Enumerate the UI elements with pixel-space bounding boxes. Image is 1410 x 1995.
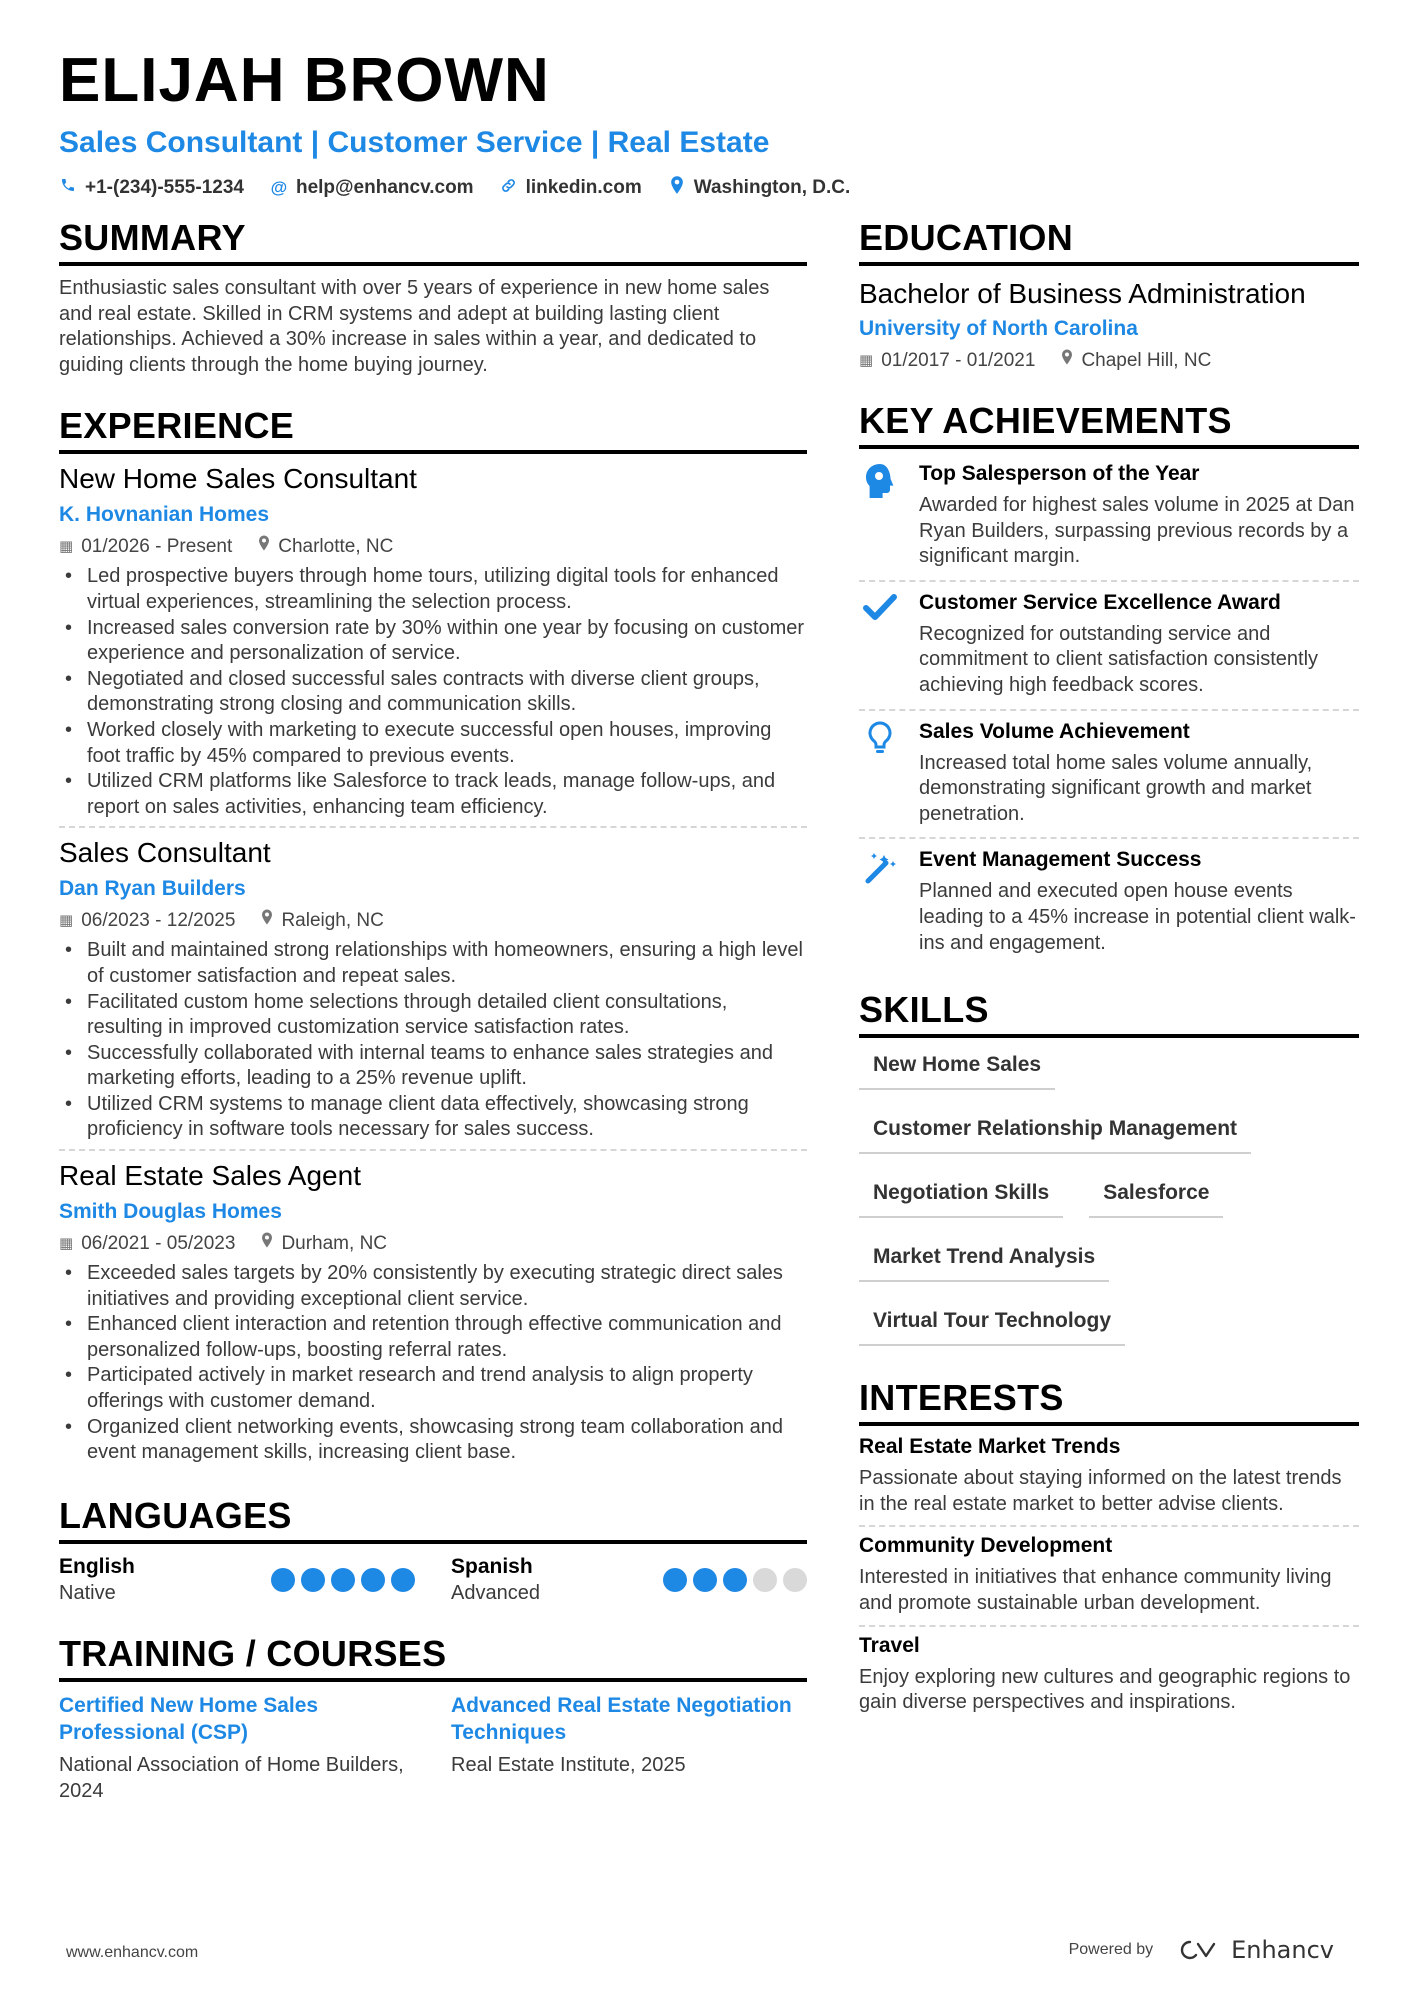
enhancv-logo[interactable] [1177, 1936, 1334, 1964]
company-name: Smith Douglas Homes [59, 1200, 282, 1224]
skills-heading: SKILLS [859, 988, 1359, 1038]
skill-tag: Market Trend Analysis [859, 1240, 1109, 1282]
left-column [59, 216, 807, 1830]
job-bullet: • Built and maintained strong relationships with homeowners, ensuring a high level of customer satisfaction and repeat sales. [59, 938, 807, 989]
skill-tag: Customer Relationship Management [859, 1112, 1251, 1154]
language-level: Advanced [451, 1581, 540, 1604]
language-rating [663, 1568, 807, 1592]
achievement-desc: Recognized for outstanding service and commitment to client satisfaction consistently achieving high feedback scores. [919, 622, 1319, 696]
contact-bar [59, 176, 1359, 199]
job-bullets [59, 1261, 807, 1466]
job-title: New Home Sales Consultant [59, 463, 417, 495]
achievement-item [859, 837, 1359, 966]
interests-heading: INTERESTS [859, 1376, 1359, 1426]
job-meta [59, 535, 807, 559]
skills-section [859, 988, 1359, 1346]
rating-dot-filled [723, 1568, 747, 1592]
job-bullet: • Utilized CRM platforms like Salesforce to track leads, manage follow-ups, and report on sales activities, enhancing team efficiency. [59, 769, 807, 820]
achievement-title: Top Salesperson of the Year [919, 462, 1200, 485]
rating-dot-filled [271, 1568, 295, 1592]
skill-tag: Virtual Tour Technology [859, 1304, 1125, 1346]
interests-section [859, 1376, 1359, 1724]
rating-dot-filled [693, 1568, 717, 1592]
location-pin-icon [258, 535, 270, 559]
summary-section [59, 216, 807, 378]
job-bullet: • Facilitated custom home selections through detailed client consultations, resulting in improved customization service satisfaction rates. [59, 990, 807, 1041]
contact-location [668, 176, 851, 199]
job-entry [59, 1149, 807, 1472]
job-entry [59, 462, 807, 826]
interest-title: Real Estate Market Trends [859, 1435, 1121, 1459]
languages-heading: LANGUAGES [59, 1494, 807, 1544]
interest-desc: Interested in initiatives that enhance community living and promote sustainable urban development. [859, 1566, 1332, 1614]
education-dates: 01/2017 - 01/2021 [881, 350, 1036, 371]
achievement-title: Customer Service Excellence Award [919, 590, 1281, 614]
rating-dot-filled [301, 1568, 325, 1592]
course-item [59, 1692, 415, 1804]
job-bullet: • Negotiated and closed successful sales contracts with diverse client groups, demonstrating strong closing and communication skills. [59, 667, 807, 718]
achievement-title: Sales Volume Achievement [919, 719, 1190, 743]
rating-dot-filled [391, 1568, 415, 1592]
footer-website[interactable]: www.enhancv.com [66, 1944, 199, 1961]
contact-linkedin[interactable] [500, 176, 642, 199]
language-name: English [59, 1554, 135, 1578]
achievement-desc: Increased total home sales volume annually, demonstrating significant growth and market penetration. [919, 751, 1313, 825]
achievement-item [859, 580, 1359, 709]
calendar-icon: ▦ [59, 1235, 74, 1253]
job-bullets [59, 938, 807, 1143]
lightbulb-icon [859, 719, 901, 828]
rating-dot-filled [361, 1568, 385, 1592]
location-pin-icon [261, 1232, 273, 1256]
right-column [859, 216, 1359, 1750]
courses-section [59, 1632, 807, 1804]
calendar-icon: ▦ [59, 912, 74, 930]
achievement-title: Event Management Success [919, 848, 1202, 872]
skill-list [859, 1048, 1359, 1346]
footer-branding [1069, 1936, 1334, 1964]
calendar-icon: ▦ [859, 352, 874, 369]
language-item [451, 1554, 807, 1606]
job-bullet: • Organized client networking events, showcasing strong team collaboration and event management skills, increasing client base. [59, 1415, 807, 1466]
location-text: Washington, D.C. [693, 176, 851, 198]
resume-header [59, 44, 1359, 199]
skill-tag: New Home Sales [859, 1048, 1055, 1090]
job-bullets [59, 564, 807, 820]
achievement-desc: Planned and executed open house events leading to a 45% increase in potential client walk-ins and engagement. [919, 880, 1356, 954]
job-bullet: • Enhanced client interaction and retention through effective communication and personalized follow-ups, boosting referral rates. [59, 1312, 807, 1363]
job-title: Real Estate Sales Agent [59, 1160, 361, 1192]
job-meta [59, 909, 807, 933]
powered-by-label: Powered by [1068, 1941, 1154, 1958]
course-title: Certified New Home Sales Professional (CSP) [59, 1693, 319, 1744]
interest-desc: Enjoy exploring new cultures and geographic regions to gain diverse perspectives and inspirations. [859, 1665, 1351, 1714]
job-bullet: • Exceeded sales targets by 20% consistently by executing strategic direct sales initiatives and providing exceptional client service. [59, 1261, 807, 1312]
course-provider: Real Estate Institute, 2025 [451, 1753, 686, 1776]
job-meta [59, 1232, 807, 1256]
achievement-desc: Awarded for highest sales volume in 2025 at Dan Ryan Builders, surpassing previous records by a significant margin. [919, 494, 1355, 568]
brand-name: Enhancv [1231, 1936, 1334, 1964]
email-text: help@enhancv.com [295, 176, 474, 198]
language-list [59, 1554, 807, 1606]
checkmark-icon [859, 590, 901, 699]
languages-section [59, 1494, 807, 1606]
location-pin-icon [1061, 349, 1073, 373]
company-name: K. Hovnanian Homes [59, 503, 270, 527]
achievements-heading: KEY ACHIEVEMENTS [859, 399, 1359, 449]
interest-title: Travel [859, 1633, 920, 1657]
education-location: Chapel Hill, NC [1081, 350, 1212, 371]
school-name: University of North Carolina [859, 317, 1138, 340]
language-name: Spanish [451, 1554, 533, 1578]
job-dates: 06/2021 - 05/2023 [81, 1233, 236, 1255]
magic-wand-icon [859, 847, 901, 956]
interest-item [859, 1625, 1359, 1724]
candidate-headline: Sales Consultant | Customer Service | Real Estate [59, 126, 770, 159]
experience-section [59, 404, 807, 1471]
course-provider: National Association of Home Builders, 2024 [59, 1753, 404, 1802]
interest-title: Community Development [859, 1534, 1113, 1558]
language-item [59, 1554, 415, 1606]
interest-desc: Passionate about staying informed on the latest trends in the real estate market to better advise clients. [859, 1467, 1342, 1515]
experience-heading: EXPERIENCE [59, 404, 807, 454]
head-icon [859, 461, 901, 570]
interest-item [859, 1428, 1359, 1525]
company-name: Dan Ryan Builders [59, 877, 246, 901]
job-dates: 06/2023 - 12/2025 [81, 910, 236, 932]
location-pin-icon [668, 176, 686, 199]
skill-tag: Negotiation Skills [859, 1176, 1063, 1218]
course-list [59, 1692, 807, 1804]
calendar-icon: ▦ [59, 538, 74, 556]
link-icon [500, 177, 518, 199]
education-meta [859, 349, 1359, 373]
at-sign-icon: @ [270, 177, 288, 197]
degree-title: Bachelor of Business Administration [859, 278, 1306, 309]
course-title: Advanced Real Estate Negotiation Techniques [451, 1693, 792, 1744]
job-location: Charlotte, NC [278, 536, 394, 558]
language-rating [271, 1568, 415, 1592]
contact-phone[interactable] [59, 176, 244, 199]
job-title: Sales Consultant [59, 837, 271, 869]
education-heading: EDUCATION [859, 216, 1359, 266]
job-bullet: • Successfully collaborated with internal teams to enhance sales strategies and marketing efforts, leading to a 25% revenue uplift. [59, 1041, 807, 1092]
phone-icon [59, 177, 77, 198]
rating-dot-filled [331, 1568, 355, 1592]
summary-text: Enthusiastic sales consultant with over 5 years of experience in new home sales and real estate. Skilled in CRM systems and adept at building lasting client relationships. Achieved a 30% increase in sales within a year, and dedicated to guiding clients through the home buying journey. [59, 277, 770, 376]
job-bullet: • Led prospective buyers through home tours, utilizing digital tools for enhanced virtual experiences, streamlining the selection process. [59, 564, 807, 615]
courses-heading: TRAINING / COURSES [59, 1632, 807, 1682]
linkedin-text: linkedin.com [525, 176, 642, 198]
interest-item [859, 1525, 1359, 1624]
job-bullet: • Utilized CRM systems to manage client data effectively, showcasing strong proficiency in software tools necessary for sales success. [59, 1092, 807, 1143]
course-item [451, 1692, 807, 1804]
rating-dot-filled [663, 1568, 687, 1592]
job-location: Durham, NC [281, 1233, 388, 1255]
achievement-item [859, 453, 1359, 580]
job-entry [59, 826, 807, 1149]
contact-email[interactable] [270, 176, 474, 199]
job-dates: 01/2026 - Present [81, 536, 233, 558]
job-bullet: • Worked closely with marketing to execute successful open houses, improving foot traffic by 45% compared to previous events. [59, 718, 807, 769]
language-level: Native [59, 1581, 116, 1604]
skill-tag: Salesforce [1089, 1176, 1223, 1218]
job-location: Raleigh, NC [281, 910, 384, 932]
rating-dot-empty [753, 1568, 777, 1592]
education-section [859, 216, 1359, 373]
achievements-section [859, 399, 1359, 966]
achievement-item [859, 709, 1359, 838]
rating-dot-empty [783, 1568, 807, 1592]
job-bullet: • Increased sales conversion rate by 30% within one year by focusing on customer experience and personalization of service. [59, 616, 807, 667]
candidate-name: ELIJAH BROWN [59, 46, 550, 115]
summary-heading: SUMMARY [59, 216, 807, 266]
phone-text: +1-(234)-555-1234 [85, 176, 244, 198]
job-bullet: • Participated actively in market research and trend analysis to align property offerings with customer demand. [59, 1363, 807, 1414]
location-pin-icon [261, 909, 273, 933]
enhancv-logo-icon [1177, 1938, 1223, 1962]
